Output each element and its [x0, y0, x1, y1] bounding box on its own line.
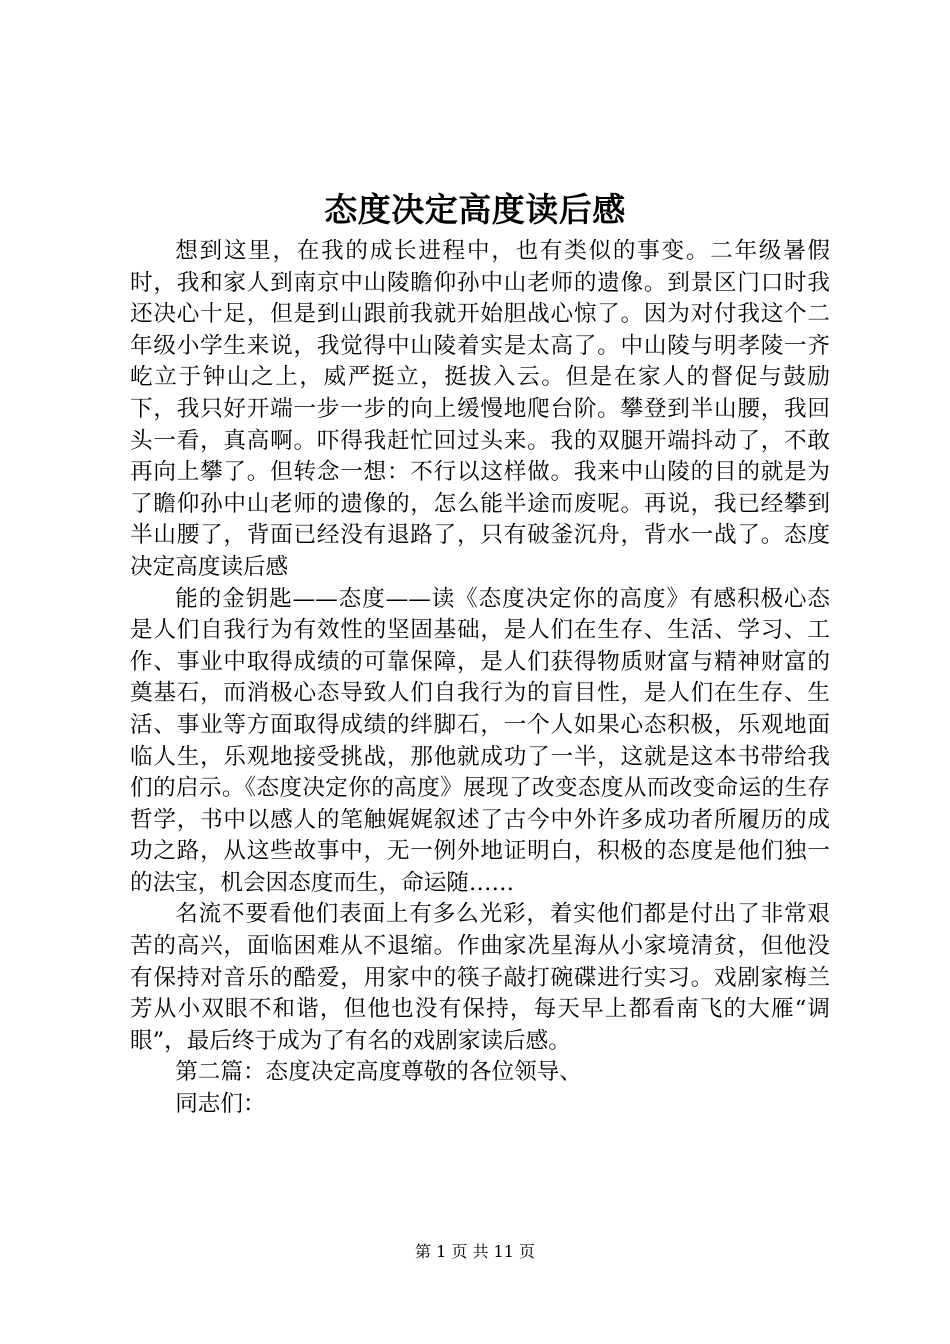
paragraph: 第二篇：态度决定高度尊敬的各位领导、 — [175, 1059, 582, 1086]
page-number-footer: 第 1 页 共 11 页 — [415, 1242, 535, 1261]
paragraph: 想到这里，在我的成长进程中，也有类似的事变。二年级暑假时，我和家人到南京中山陵瞻仰孙中山老师的遗像。到景区门口时我还决心十足，但是到山跟前我就开始胆战心惊了。因为对付我这个二年级小学生来说，我觉得中山陵着实是太高了。中山陵与明孝陵一齐屹立于钟山之上，威严挺立，挺拔入云。但是在家人的督促与鼓励下，我只好开端一步一步的向上缓慢地爬台阶。攀登到半山腰，我回头一看，真高啊。吓得我赶忙回过头来。我的双腿开端抖动了，不敢再向上攀了。但转念一想：不行以这样做。我来中山陵的目的就是为了瞻仰孙中山老师的遗像的，怎么能半途而废呢。再说，我已经攀到半山腰了，背面已经没有退路了，只有破釜沉舟，背水一战了。态度决定高度读后感 — [130, 238, 830, 580]
paragraph: 名流不要看他们表面上有多么光彩，着实他们都是付出了非常艰苦的高兴，面临困难从不退缩。作曲家冼星海从小家境清贫，但他没有保持对音乐的酷爱，用家中的筷子敲打碗碟进行实习。戏剧家梅兰芳从小双眼不和谐，但他也没有保持，每天早上都看南飞的大雁“调眼”，最后终于成为了有名的戏剧家读后感。 — [130, 901, 830, 1054]
paragraph: 能的金钥匙——态度——读《态度决定你的高度》有感积极心态是人们自我行为有效性的坚固基础，是人们在生存、生活、学习、工作、事业中取得成绩的可靠保障，是人们获得物质财富与精神财富的奠基石，而消极心态导致人们自我行为的盲目性，是人们在生存、生活、事业等方面取得成绩的绊脚石，一个人如果心态积极，乐观地面临人生，乐观地接受挑战，那他就成功了一半，这就是这本书带给我们的启示。《态度决定你的高度》展现了改变态度从而改变命运的生存哲学，书中以感人的笔触娓娓叙述了古今中外许多成功者所履历的成功之路，从这些故事中，无一例外地证明白，积极的态度是他们独一的法宝，机会因态度而生，命运随…… — [130, 585, 830, 896]
paragraph: 同志们： — [175, 1091, 266, 1118]
document-body — [130, 236, 830, 1121]
document-title: 态度决定高度读后感 — [324, 190, 626, 229]
